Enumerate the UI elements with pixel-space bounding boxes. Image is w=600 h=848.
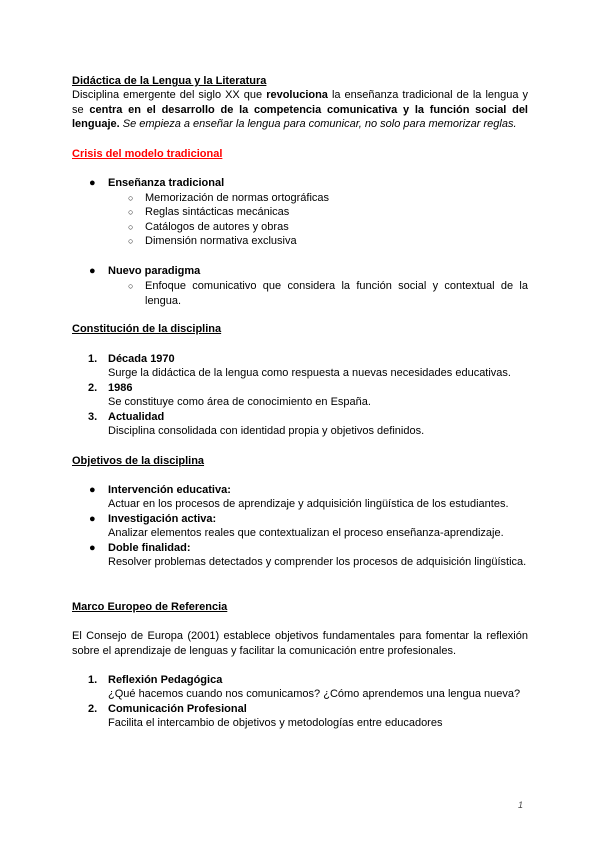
list-item-title: Reflexión Pedagógica xyxy=(108,674,223,686)
bullet-icon: ● xyxy=(89,484,96,496)
subbullet-icon: ○ xyxy=(128,281,134,291)
bullet-icon: ● xyxy=(89,177,96,189)
section-heading-objectives: Objetivos de la disciplina xyxy=(72,455,205,467)
list-item-title: Doble finalidad: xyxy=(108,542,191,554)
list-number: 1. xyxy=(88,353,98,365)
section-heading-crisis: Crisis del modelo tradicional xyxy=(72,148,223,160)
list-item-desc: Facilita el intercambio de objetivos y metodologías entre educadores xyxy=(108,717,443,729)
list-item-desc: Resolver problemas detectados y comprender los procesos de adquisición lingüística. xyxy=(108,556,527,568)
list-item-title: Década 1970 xyxy=(108,353,175,365)
list-item: Memorización de normas ortográficas xyxy=(145,192,330,204)
document-title: Didáctica de la Lengua y la Literatura xyxy=(72,75,267,87)
section-heading-framework: Marco Europeo de Referencia xyxy=(72,601,228,613)
list-item: Dimensión normativa exclusiva xyxy=(145,235,297,247)
bullet-icon: ● xyxy=(89,513,96,525)
list-item-desc: Analizar elementos reales que contextualizan el proceso enseñanza-aprendizaje. xyxy=(108,527,504,539)
bullet-icon: ● xyxy=(89,542,96,554)
list-item-desc: Disciplina consolidada con identidad propia y objetivos definidos. xyxy=(108,425,425,437)
list-item-title: Investigación activa: xyxy=(108,513,217,525)
list-item: Reglas sintácticas mecánicas xyxy=(145,206,290,218)
intro-italic: Se empieza a enseñar la lengua para comunicar, no solo para memorizar reglas. xyxy=(119,118,517,130)
list-number: 1. xyxy=(88,674,98,686)
list-item-title: Intervención educativa: xyxy=(108,484,231,496)
list-item-desc: Actuar en los procesos de aprendizaje y adquisición lingüística de los estudiantes. xyxy=(108,498,509,510)
list-item: Enfoque comunicativo que considera la función social y contextual de la lengua. xyxy=(145,280,528,307)
list-item-desc: ¿Qué hacemos cuando nos comunicamos? ¿Cómo aprendemos una lengua nueva? xyxy=(108,688,521,700)
subbullet-icon: ○ xyxy=(128,207,134,217)
list-item-desc: Se constituye como área de conocimiento en España. xyxy=(108,396,371,408)
subbullet-icon: ○ xyxy=(128,222,134,232)
list-number: 2. xyxy=(88,382,98,394)
section-heading-constitution: Constitución de la disciplina xyxy=(72,323,222,335)
list-item-title: Comunicación Profesional xyxy=(108,703,247,715)
framework-paragraph: El Consejo de Europa (2001) establece objetivos fundamentales para fomentar la reflexión sobre el aprendizaje de lenguas y facilitar la comunicación entre profesionales. xyxy=(72,630,528,657)
page-number: 1 xyxy=(518,800,524,810)
subbullet-icon: ○ xyxy=(128,236,134,246)
intro-bold-2: centra en el desarrollo de la competencia comunicativa y la función social del lenguaje. xyxy=(72,103,528,130)
intro-text-1: Disciplina emergente del siglo XX que xyxy=(72,89,267,101)
list-item-title: 1986 xyxy=(108,382,133,394)
list-number: 2. xyxy=(88,703,98,715)
intro-bold-1: revoluciona xyxy=(266,89,328,101)
intro-text-2: la enseñanza tradicional de la lengua y se xyxy=(72,89,529,116)
list-item-desc: Surge la didáctica de la lengua como respuesta a nuevas necesidades educativas. xyxy=(108,367,511,379)
list-item-title: Actualidad xyxy=(108,411,165,423)
bullet-new-paradigm: Nuevo paradigma xyxy=(108,265,201,277)
bullet-icon: ● xyxy=(89,265,96,277)
list-number: 3. xyxy=(88,411,98,423)
bullet-traditional: Enseñanza tradicional xyxy=(108,177,225,189)
list-item: Catálogos de autores y obras xyxy=(145,221,289,233)
intro-paragraph xyxy=(72,88,528,132)
subbullet-icon: ○ xyxy=(128,193,134,203)
